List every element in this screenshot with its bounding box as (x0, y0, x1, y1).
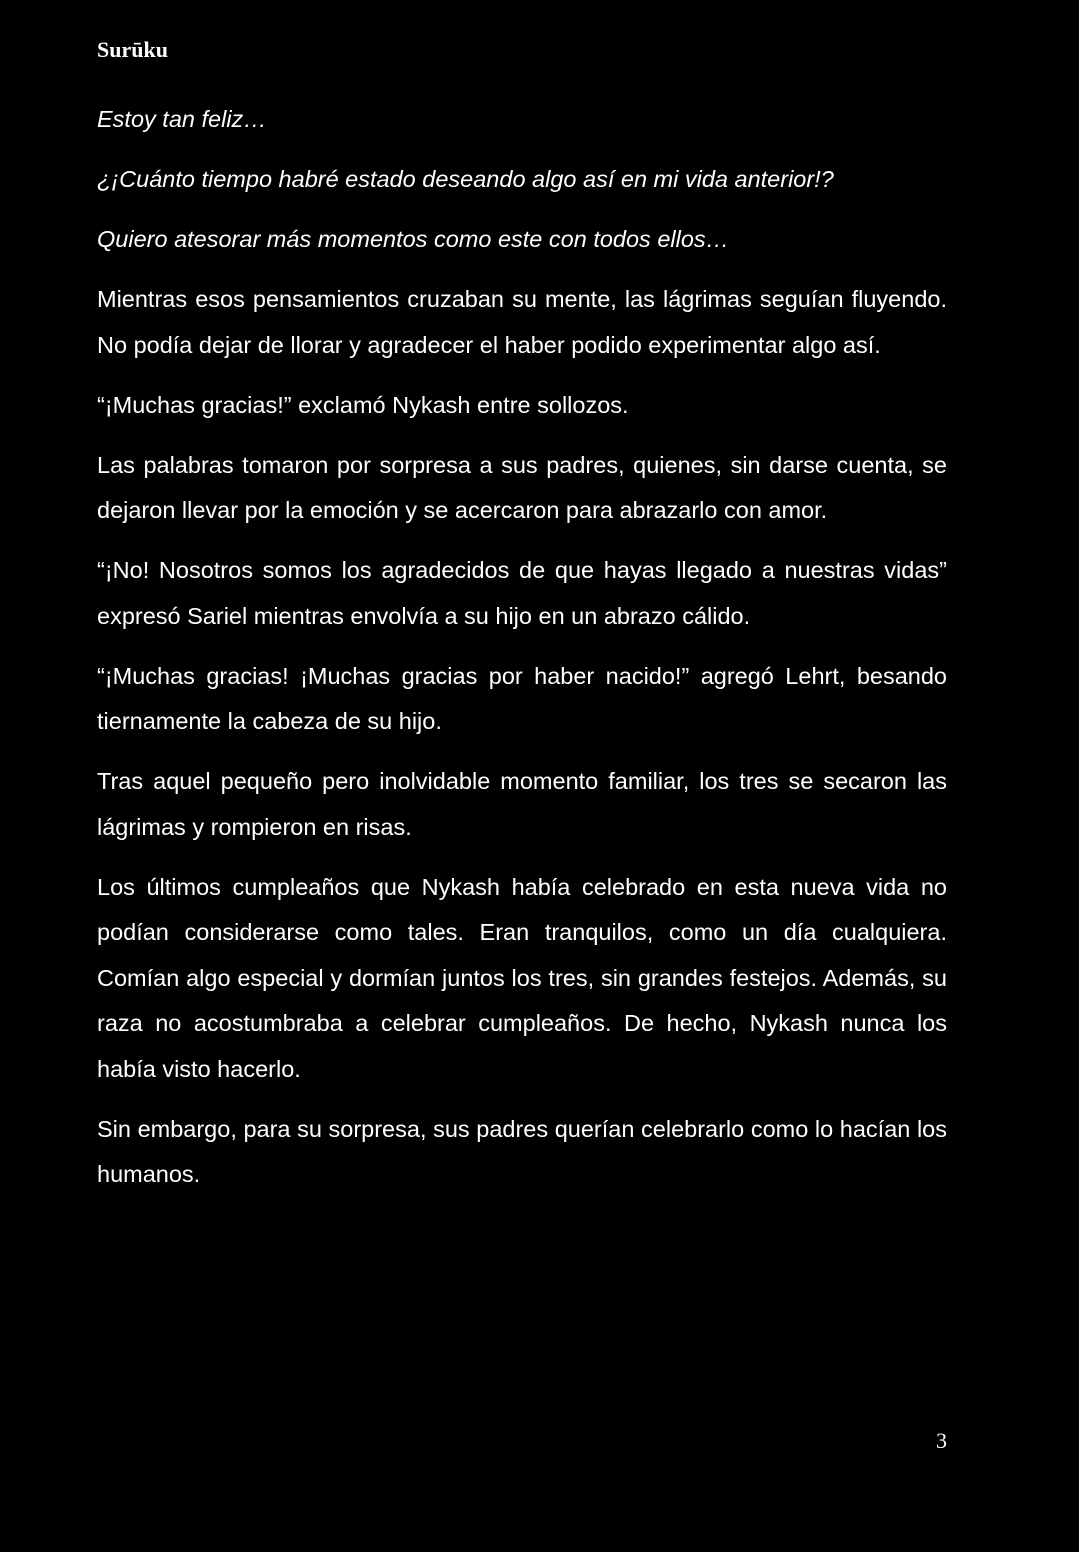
paragraph-11: Sin embargo, para su sorpresa, sus padres querían celebrarlo como lo hacían los humanos. (97, 1115, 947, 1187)
paragraph-1: Estoy tan feliz… (97, 106, 267, 132)
page-number: 3 (936, 1428, 947, 1453)
paragraph-5: “¡Muchas gracias!” exclamó Nykash entre sollozos. (97, 391, 629, 418)
paragraph-7: “¡No! Nosotros somos los agradecidos de que hayas llegado a nuestras vidas” expresó Sariel mientras envolvía a su hijo en un abrazo cálido. (97, 557, 947, 629)
paragraph-3: Quiero atesorar más momentos como este con todos ellos… (97, 226, 730, 252)
paragraph-4: Mientras esos pensamientos cruzaban su mente, las lágrimas seguían fluyendo. No podía dejar de llorar y agradecer el haber podido experimentar algo así. (97, 286, 947, 358)
body-text (97, 97, 947, 1212)
paragraph-10: Los últimos cumpleaños que Nykash había celebrado en esta nueva vida no podían considerarse como tales. Eran tranquilos, como un día cualquiera. Comían algo especial y dormían juntos los tres, sin grandes festejos. Además, su raza no acostumbraba a celebrar cumpleaños. De hecho, Nykash nunca los había visto hacerlo. (97, 873, 947, 1082)
paragraph-6: Las palabras tomaron por sorpresa a sus padres, quienes, sin darse cuenta, se dejaron llevar por la emoción y se acercaron para abrazarlo con amor. (97, 451, 947, 523)
paragraph-2: ¿¡Cuánto tiempo habré estado deseando algo así en mi vida anterior!? (97, 166, 834, 192)
paragraph-8: “¡Muchas gracias! ¡Muchas gracias por haber nacido!” agregó Lehrt, besando tiernamente la cabeza de su hijo. (97, 662, 947, 734)
paragraph-9: Tras aquel pequeño pero inolvidable momento familiar, los tres se secaron las lágrimas y rompieron en risas. (97, 768, 947, 840)
running-header-title: Surūku (97, 37, 168, 62)
